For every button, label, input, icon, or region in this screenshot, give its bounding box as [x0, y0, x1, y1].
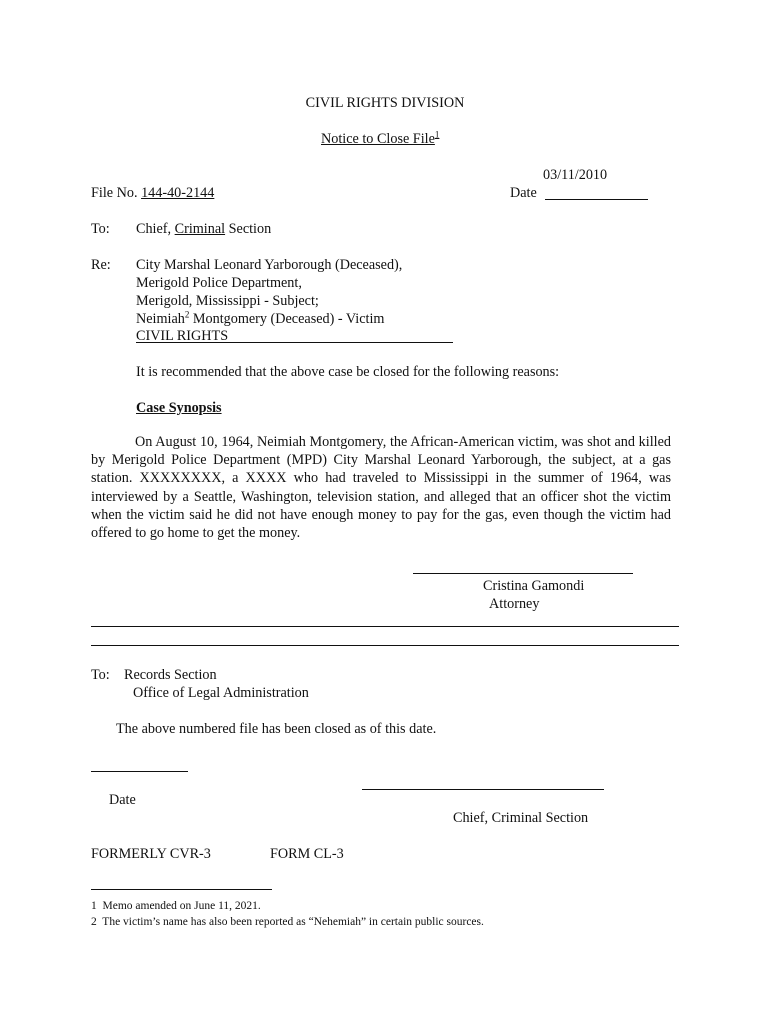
- file-number: 144-40-2144: [141, 185, 215, 201]
- records-line-1: Records Section: [124, 667, 217, 683]
- chief-signature-line: [362, 789, 604, 790]
- synopsis-heading: Case Synopsis: [136, 400, 222, 416]
- division-title: CIVIL RIGHTS DIVISION: [305, 95, 465, 111]
- divider-rule-1: [91, 626, 679, 627]
- closed-statement: The above numbered file has been closed as of this date.: [116, 721, 437, 737]
- re-label: Re:: [91, 257, 111, 273]
- signature-line: [413, 573, 633, 574]
- file-label: File No.: [91, 185, 138, 201]
- attorney-title: Attorney: [489, 596, 540, 612]
- footnote-1: 1 Memo amended on June 11, 2021.: [91, 900, 261, 912]
- re-line-3: Merigold, Mississippi - Subject;: [136, 293, 319, 309]
- formerly-form: FORMERLY CVR-3: [91, 846, 211, 862]
- footnote-ref-2: 2: [184, 309, 190, 320]
- date-signature-line: [91, 771, 188, 772]
- re-line-5: CIVIL RIGHTS: [136, 328, 229, 344]
- footnote-2: 2 The victim’s name has also been reported as “Nehemiah” in certain public sources.: [91, 916, 484, 928]
- date-label: Date: [510, 185, 537, 201]
- re-line-2: Merigold Police Department,: [136, 275, 302, 291]
- records-to-label: To:: [91, 667, 110, 683]
- to-recipient: Chief, Criminal Section: [136, 221, 272, 237]
- date-underline: [545, 199, 648, 200]
- attorney-name: Cristina Gamondi: [483, 578, 585, 594]
- form-id: FORM CL-3: [270, 846, 344, 862]
- re-line-4: Neimiah$^2$ Montgomery (Deceased) - Victim: [136, 309, 385, 327]
- divider-rule-2: [91, 645, 679, 646]
- chief-label: Chief, Criminal Section: [453, 810, 589, 826]
- synopsis-body: On August 10, 1964, Neimiah Montgomery, the African-American victim, was shot and killed by Merigold Police Department (MPD) City Marshal Leonard Yarborough, the subject, at a gas station. XXXXXXXX, a XXXX who had traveled to Mississippi in the summer of 1964, was interviewed by a Seattle, Washington, television station, and alleged that an officer shot the victim when the victim said he did not have enough money to pay for the gas, even though the victim had offered to go home to get the money.: [91, 434, 671, 542]
- footnote-ref-1: 1: [434, 129, 440, 140]
- records-line-2: Office of Legal Administration: [133, 685, 309, 701]
- to-label: To:: [91, 221, 110, 237]
- file-number-line: [91, 184, 214, 202]
- records-date-label: Date: [109, 792, 136, 808]
- notice-title: Notice to Close File$^1$: [321, 129, 440, 147]
- recommendation-text: It is recommended that the above case be closed for the following reasons:: [136, 364, 560, 380]
- footnote-separator: [91, 889, 272, 890]
- re-underline: [136, 342, 453, 343]
- re-line-1: City Marshal Leonard Yarborough (Deceased),: [136, 257, 403, 273]
- date-value: 03/11/2010: [543, 167, 608, 183]
